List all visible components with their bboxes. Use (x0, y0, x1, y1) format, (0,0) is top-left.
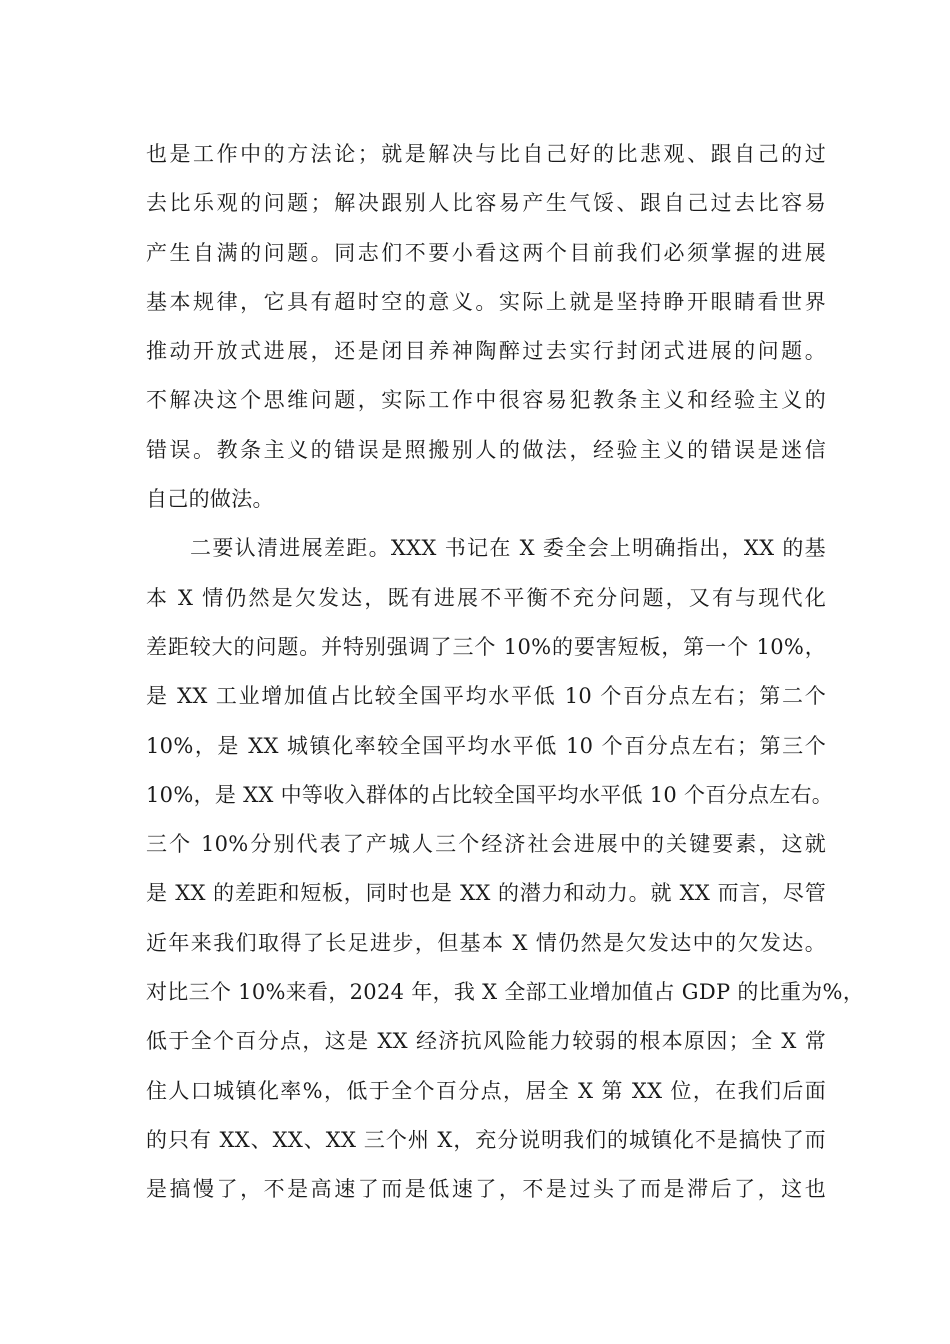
text-line: 的只有 XX、XX、XX 三个州 X，充分说明我们的城镇化不是搞快了而 (146, 1127, 826, 1152)
text-line: 是搞慢了，不是高速了而是低速了，不是过头了而是滞后了，这也 (146, 1177, 826, 1202)
text-line: 三个 10%分别代表了产城人三个经济社会进展中的关键要素，这就 (146, 832, 826, 857)
text-line: 也是工作中的方法论；就是解决与比自己好的比悲观、跟自己的过 (146, 142, 826, 166)
paragraph-start-line: 二要认清进展差距。XXX 书记在 X 委全会上明确指出，XX 的基 (190, 536, 826, 561)
text-line: 住人口城镇化率%，低于全个百分点，居全 X 第 XX 位，在我们后面 (146, 1078, 826, 1103)
text-line: 对比三个 10%来看，2024 年，我 X 全部工业增加值占 GDP 的比重为%， (146, 980, 865, 1005)
text-line: 差距较大的问题。并特别强调了三个 10%的要害短板，第一个 10%， (146, 634, 826, 659)
text-line: 错误。教条主义的错误是照搬别人的做法，经验主义的错误是迷信 (146, 437, 826, 462)
text-line: 是 XX 工业增加值占比较全国平均水平低 10 个百分点左右；第二个 (146, 684, 826, 709)
text-line: 本 X 情仍然是欠发达，既有进展不平衡不充分问题，又有与现代化 (146, 585, 826, 610)
text-line: 自己的做法。 (146, 487, 274, 512)
text-line: 近年来我们取得了长足进步，但基本 X 情仍然是欠发达中的欠发达。 (146, 930, 826, 955)
text-line: 不解决这个思维问题，实际工作中很容易犯教条主义和经验主义的 (146, 388, 826, 413)
document-body (146, 130, 865, 1215)
text-line: 10%，是 XX 城镇化率较全国平均水平低 10 个百分点左右；第三个 (146, 733, 826, 758)
text-line: 基本规律，它具有超时空的意义。实际上就是坚持睁开眼睛看世界 (146, 289, 826, 314)
text-line: 推动开放式进展，还是闭目养神陶醉过去实行封闭式进展的问题。 (146, 339, 826, 364)
text-line: 低于全个百分点，这是 XX 经济抗风险能力较弱的根本原因；全 X 常 (146, 1029, 826, 1054)
text-line: 去比乐观的问题；解决跟别人比容易产生气馁、跟自己过去比容易 (146, 191, 826, 216)
text-line: 产生自满的问题。同志们不要小看这两个目前我们必须掌握的进展 (146, 240, 826, 265)
text-line: 是 XX 的差距和短板，同时也是 XX 的潜力和动力。就 XX 而言，尽管 (146, 881, 826, 906)
text-line: 10%，是 XX 中等收入群体的占比较全国平均水平低 10 个百分点左右。 (146, 782, 834, 807)
